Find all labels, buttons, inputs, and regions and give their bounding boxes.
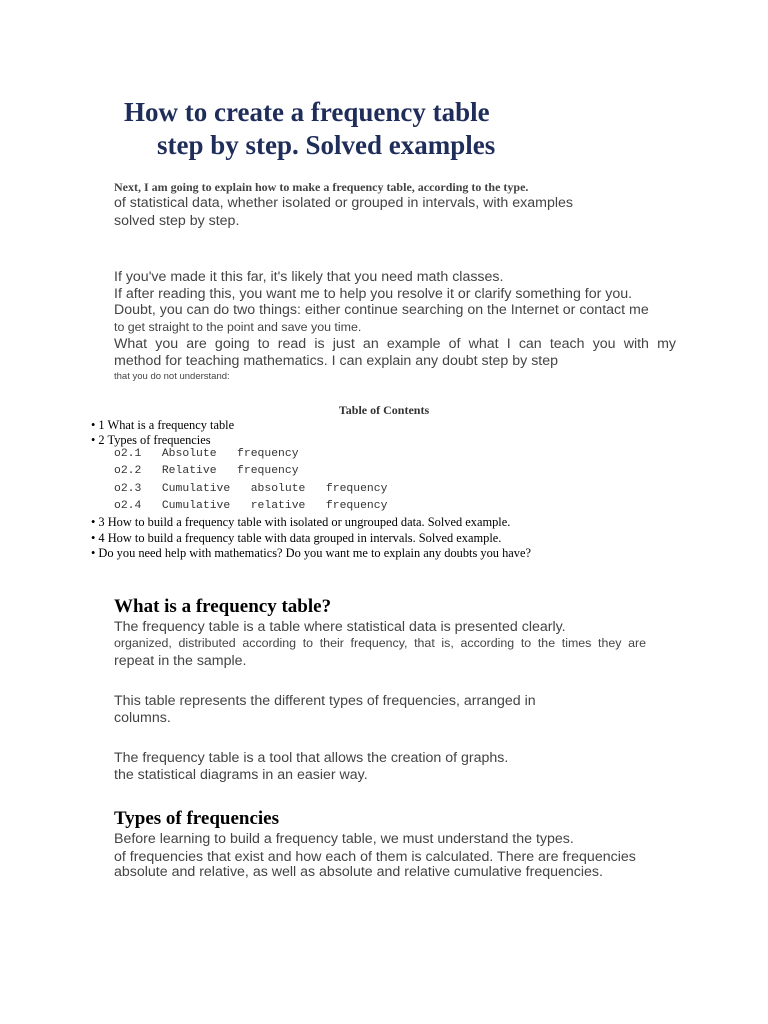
pitch-line: If after reading this, you want me to help you resolve it or clarify something for you.	[114, 286, 633, 302]
pitch-line: that you do not understand:	[114, 371, 230, 382]
intro-line: solved step by step.	[114, 213, 240, 229]
toc-subitem-2-4[interactable]: o2.4 Cumulative relative frequency	[114, 500, 388, 512]
section1-text: columns.	[114, 710, 171, 726]
pitch-line: What you are going to read is just an example of what I can teach you with my	[114, 336, 676, 352]
page-title-line-2: step by step. Solved examples	[157, 130, 496, 160]
intro-lead: Next, I am going to explain how to make a frequency table, according to the type.	[114, 180, 529, 194]
pitch-line: Doubt, you can do two things: either continue searching on the Internet or contact me	[114, 302, 649, 318]
section1-text: The frequency table is a tool that allows the creation of graphs.	[114, 750, 509, 766]
toc-item-4[interactable]: • 4 How to build a frequency table with data grouped in intervals. Solved example.	[91, 531, 502, 545]
section1-text: This table represents the different types of frequencies, arranged in	[114, 693, 536, 709]
section1-text: organized, distributed according to their frequency, that is, according to the times they are	[114, 636, 646, 650]
toc-item-3[interactable]: • 3 How to build a frequency table with isolated or ungrouped data. Solved example.	[91, 515, 511, 529]
section2-text: absolute and relative, as well as absolute and relative cumulative frequencies.	[114, 864, 603, 880]
toc-item-2[interactable]: • 2 Types of frequencies	[91, 433, 211, 447]
toc-item-help[interactable]: • Do you need help with mathematics? Do you want me to explain any doubts you have?	[91, 546, 531, 560]
section-heading-types-of-frequencies: Types of frequencies	[114, 808, 280, 829]
pitch-line: method for teaching mathematics. I can explain any doubt step by step	[114, 353, 559, 369]
section1-text: The frequency table is a table where statistical data is presented clearly.	[114, 619, 566, 635]
toc-subitem-2-1[interactable]: o2.1 Absolute frequency	[114, 448, 299, 460]
page-title-line-1: How to create a frequency table	[124, 97, 490, 127]
section2-text: of frequencies that exist and how each of them is calculated. There are frequencies	[114, 849, 636, 865]
toc-item-1[interactable]: • 1 What is a frequency table	[91, 418, 235, 432]
toc-subitem-2-2[interactable]: o2.2 Relative frequency	[114, 465, 299, 477]
toc-subitem-2-3[interactable]: o2.3 Cumulative absolute frequency	[114, 483, 388, 495]
toc-title: Table of Contents	[338, 403, 430, 417]
section-heading-frequency-table: What is a frequency table?	[114, 596, 332, 617]
section1-text: repeat in the sample.	[114, 653, 247, 669]
pitch-line: If you've made it this far, it's likely that you need math classes.	[114, 269, 504, 285]
pitch-line: to get straight to the point and save you time.	[114, 320, 362, 334]
intro-line: of statistical data, whether isolated or grouped in intervals, with examples	[114, 195, 573, 211]
section2-text: Before learning to build a frequency table, we must understand the types.	[114, 831, 574, 847]
section1-text: the statistical diagrams in an easier way.	[114, 767, 368, 783]
